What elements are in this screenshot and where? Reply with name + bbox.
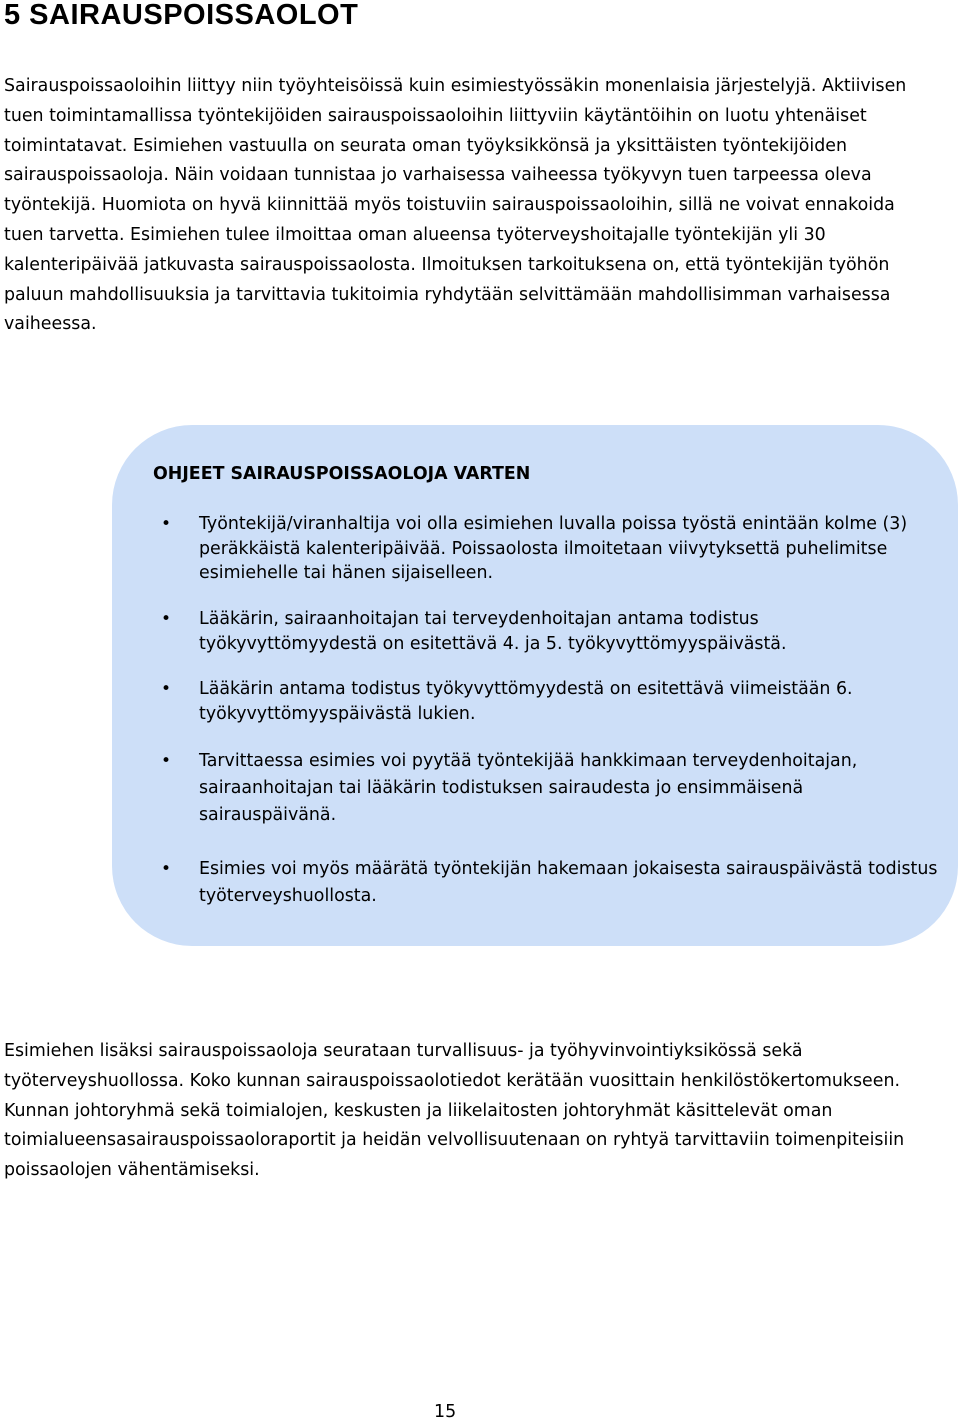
guideline-text: Työntekijä/viranhaltija voi olla esimiehen luvalla poissa työstä enintään kolme (3) peräkkäistä kalenteripäivää. Poissaolosta ilmoitetaan viivytyksettä puhelimitse esimiehelle tai hänen sijaiselleen.	[199, 514, 908, 583]
bullet-icon: •	[161, 751, 172, 771]
outro-paragraph: Esimiehen lisäksi sairauspoissaoloja seurataan turvallisuus- ja työhyvinvointiyksikössä sekä työterveyshuollossa. Koko kunnan sairauspoissaolotiedot kerätään vuosittain henkilöstökertomukseen. Kunnan johtoryhmä sekä toimialojen, keskusten ja liikelaitosten johtoryhmät käsittelevät oman toimialueensasairauspoissaoloraportit ja heidän velvollisuutenaan on ryhtyä tarvittaviin toimenpiteisiin poissaolojen vähentämiseksi.	[4, 1041, 905, 1181]
guideline-item	[161, 512, 939, 586]
guideline-text: Esimies voi myös määrätä työntekijän hakemaan jokaisesta sairauspäivästä todistus työterveyshuollosta.	[199, 859, 938, 906]
guideline-text: Lääkärin, sairaanhoitajan tai terveydenhoitajan antama todistus työkyvyttömyydestä on esitettävä 4. ja 5. työkyvyttömyyspäivästä.	[199, 609, 787, 654]
page-number: 15	[434, 1402, 457, 1422]
guideline-text: Lääkärin antama todistus työkyvyttömyydestä on esitettävä viimeistään 6. työkyvyttömyyspäivästä lukien.	[199, 679, 853, 724]
bullet-icon: •	[161, 859, 172, 879]
bullet-icon: •	[161, 609, 172, 629]
guideline-text: Tarvittaessa esimies voi pyytää työntekijää hankkimaan terveydenhoitajan, sairaanhoitajan tai lääkärin todistuksen sairaudesta jo ensimmäisenä sairauspäivänä.	[199, 751, 858, 825]
guideline-item	[161, 607, 939, 656]
guideline-item	[161, 856, 939, 910]
guideline-item	[161, 677, 939, 726]
intro-paragraph: Sairauspoissaoloihin liittyy niin työyhteisöissä kuin esimiestyössäkin monenlaisia järjestelyjä. Aktiivisen tuen toimintamallissa työntekijöiden sairauspoissaoloihin liittyviin käytäntöihin on luotu yhtenäiset toimintatavat. Esimiehen vastuulla on seurata oman työyksikkönsä ja yksittäisten työntekijöiden sairauspoissaoloja. Näin voidaan tunnistaa jo varhaisessa vaiheessa työkyvyn tuen tarpeessa oleva työntekijä. Huomiota on hyvä kiinnittää myös toistuviin sairauspoissaoloihin, sillä ne voivat ennakoida tuen tarvetta. Esimiehen tulee ilmoittaa oman alueensa työterveyshoitajalle työntekijän yli 30 kalenteripäivää jatkuvasta sairauspoissaolosta. Ilmoituksen tarkoituksena on, että työntekijän työhön paluun mahdollisuuksia ja tarvittavia tukitoimia ryhdytään selvittämään mahdollisimman varhaisessa vaiheessa.	[4, 76, 907, 335]
callout-title: OHJEET SAIRAUSPOISSAOLOJA VARTEN	[153, 464, 531, 484]
guideline-item	[161, 748, 939, 829]
bullet-icon: •	[161, 679, 172, 699]
bullet-icon: •	[161, 514, 172, 534]
section-heading: 5 SAIRAUSPOISSAOLOT	[4, 0, 359, 31]
